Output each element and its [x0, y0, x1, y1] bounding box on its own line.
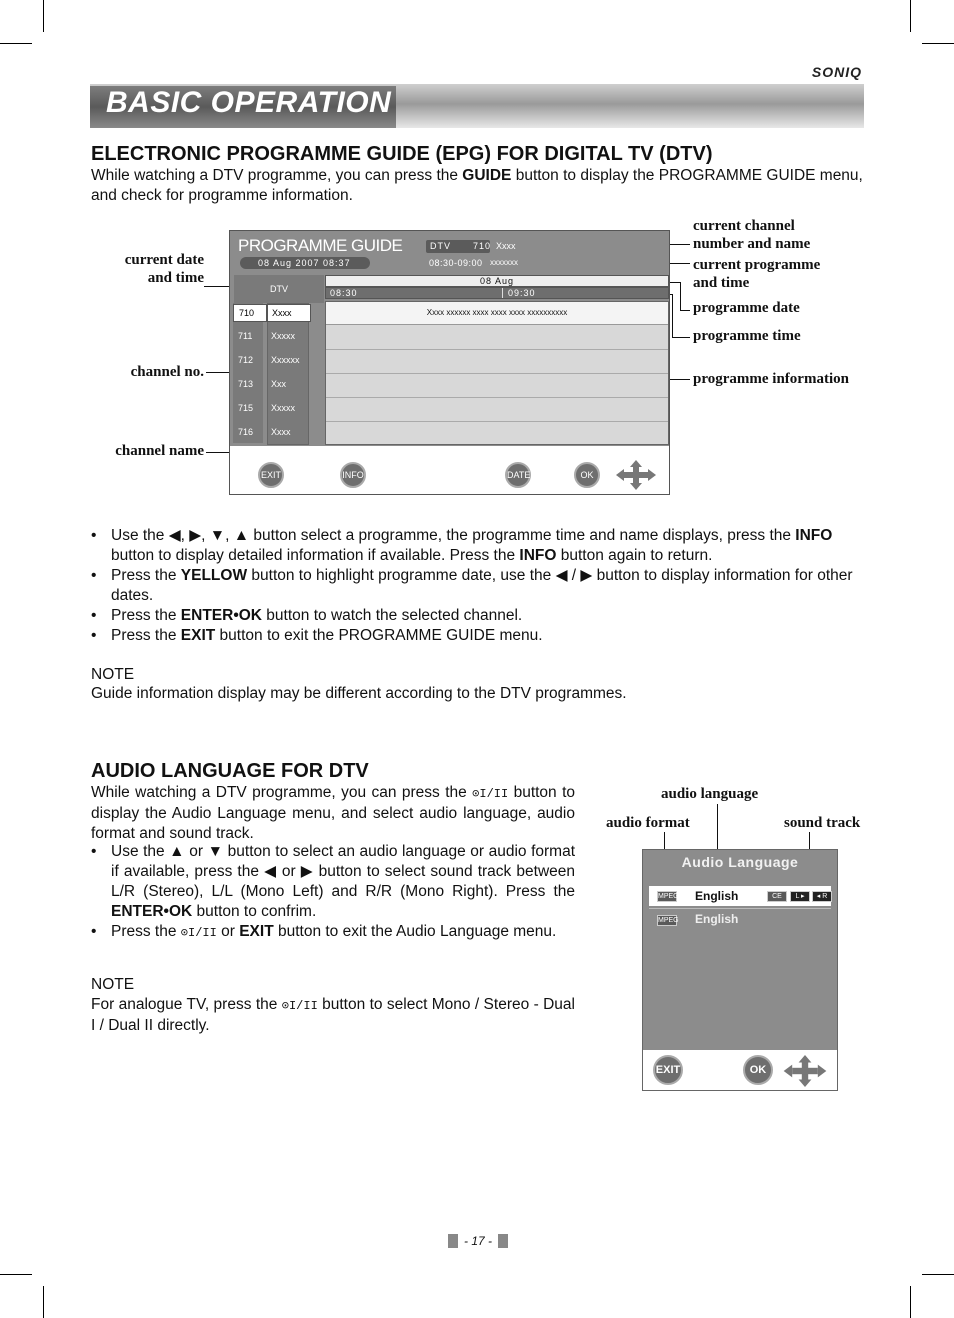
audio-bullet: • Use the ▲ or ▼ button to select an audio language or audio format if available, press the ◀ or ▶ button to select sound track between L/R (Stereo), L/L (Mono Left) and R/R (Mono Right). Press the ENTER•OK button to confrim. — [91, 842, 575, 922]
channel-number-selected[interactable]: 710 — [233, 304, 267, 322]
current-programme-name: xxxxxxx — [490, 258, 518, 267]
channel-number[interactable]: 716 — [238, 427, 254, 437]
callout-current-channel: current channel number and name — [693, 218, 811, 252]
callout-line — [672, 337, 690, 338]
current-channel-name: Xxxx — [496, 241, 516, 251]
callout-line — [668, 379, 690, 380]
epg-instructions — [91, 526, 864, 646]
audio-panel — [643, 850, 837, 1050]
audio-format-badge: MPEG — [658, 893, 679, 900]
exit-button[interactable]: EXIT — [258, 462, 284, 488]
callout-current-date: current date and time — [124, 252, 204, 286]
callout-channel-name: channel name — [115, 443, 204, 459]
callout-sound-track: sound track — [784, 815, 861, 831]
channel-name[interactable]: Xxx — [271, 379, 287, 389]
current-date-time: 08 Aug 2007 08:37 — [240, 257, 370, 269]
current-channel-box: DTV 710 — [426, 240, 490, 253]
channel-name-selected[interactable]: Xxxx — [267, 304, 311, 322]
sound-track-right[interactable]: ◂ R — [812, 891, 832, 902]
callout-line — [672, 294, 673, 337]
epg-intro: While watching a DTV programme, you can press the GUIDE button to display the PROGRAMME GUIDE menu, and check for programme information. — [91, 167, 863, 204]
channel-name[interactable]: Xxxxx — [271, 331, 296, 341]
section-title: BASIC OPERATION — [106, 86, 392, 119]
programme-info-row[interactable]: Xxxx xxxxxx xxxx xxxx xxxx xxxxxxxxxx — [326, 302, 668, 325]
audio-heading: AUDIO LANGUAGE FOR DTV — [91, 760, 369, 782]
callout-audio-format: audio format — [606, 815, 690, 831]
channel-number[interactable]: 715 — [238, 403, 254, 413]
channel-number[interactable]: 713 — [238, 379, 254, 389]
audio-language-label[interactable]: English — [695, 912, 739, 926]
channel-number[interactable]: 712 — [238, 355, 254, 365]
callout-audio-language: audio language — [661, 786, 759, 802]
sound-track-left[interactable]: L ▸ — [790, 891, 810, 902]
navigation-arrows-icon — [783, 1055, 827, 1087]
info-button[interactable]: INFO — [340, 462, 366, 488]
programme-date: 08 Aug — [325, 275, 669, 287]
callout-line — [680, 282, 681, 310]
ok-button[interactable]: OK — [574, 462, 600, 488]
callout-programme-date: programme date — [693, 300, 800, 316]
date-button[interactable]: DATE — [505, 462, 531, 488]
crop-mark — [922, 1274, 954, 1275]
channel-name[interactable]: Xxxxxx — [271, 355, 300, 365]
callout-programme-time: programme time — [693, 328, 801, 344]
audio-bullet: • Press the ⊙I/II or EXIT button to exit the Audio Language menu. — [91, 922, 575, 943]
audio-language-label: English — [695, 889, 739, 903]
page-number: - 17 - — [458, 1234, 498, 1248]
audio-title: Audio Language — [681, 854, 799, 870]
navigation-arrows-icon — [616, 460, 656, 490]
epg-bullet: • Press the ENTER•OK button to watch the selected channel. — [91, 606, 864, 626]
epg-bullet: • Press the YELLOW button to highlight programme date, use the ◀ / ▶ button to display information for other dates. — [91, 566, 864, 606]
crop-mark — [910, 1286, 911, 1318]
epg-note-text: Guide information display may be different according to the DTV programmes. — [91, 685, 627, 702]
crop-mark — [910, 0, 911, 32]
channel-name[interactable]: Xxxxx — [271, 403, 296, 413]
programme-grid — [325, 301, 669, 445]
brand-logo: SONIQ — [811, 64, 862, 80]
callout-channel-no: channel no. — [130, 364, 204, 380]
epg-note-label: NOTE — [91, 666, 135, 683]
channel-number[interactable]: 711 — [238, 331, 253, 341]
callout-programme-information: programme information — [693, 371, 849, 387]
callout-current-programme: current programme and time — [693, 257, 821, 291]
crop-mark — [0, 43, 32, 44]
audio-format-badge: MPEG — [658, 917, 679, 924]
crop-mark — [0, 1274, 32, 1275]
audio-intro: While watching a DTV programme, you can press the ⊙I/II button to display the Audio Language menu, and select audio language, audio format and sound track. — [91, 784, 575, 842]
epg-bullet: • Use the ◀, ▶, ▼, ▲ button select a programme, the programme time and name displays, press the INFO button to display detailed information if available. Press the INFO button again to return. — [91, 526, 864, 566]
programme-guide-screen — [229, 230, 670, 495]
list-header: DTV — [234, 275, 324, 303]
programme-time-bar: 08:30 09:30 — [325, 287, 669, 299]
crop-mark — [43, 1286, 44, 1318]
crop-mark — [922, 43, 954, 44]
ce-badge: CE — [767, 891, 787, 902]
exit-button[interactable]: EXIT — [653, 1055, 683, 1085]
audio-instructions — [91, 842, 575, 943]
ok-button[interactable]: OK — [743, 1055, 773, 1085]
epg-bullet: • Press the EXIT button to exit the PROGRAMME GUIDE menu. — [91, 626, 864, 646]
guide-title: PROGRAMME GUIDE — [238, 236, 403, 255]
channel-name[interactable]: Xxxx — [271, 427, 291, 437]
current-programme-time: 08:30-09:00 — [429, 258, 483, 268]
callout-line — [680, 310, 690, 311]
audio-language-screen — [642, 849, 838, 1091]
audio-note-label: NOTE — [91, 976, 135, 993]
epg-heading: ELECTRONIC PROGRAMME GUIDE (EPG) FOR DIGITAL TV (DTV) — [91, 143, 713, 165]
crop-mark — [43, 0, 44, 32]
audio-note-text: For analogue TV, press the ⊙I/II button to select Mono / Stereo - Dual I / Dual II directly. — [91, 996, 575, 1034]
